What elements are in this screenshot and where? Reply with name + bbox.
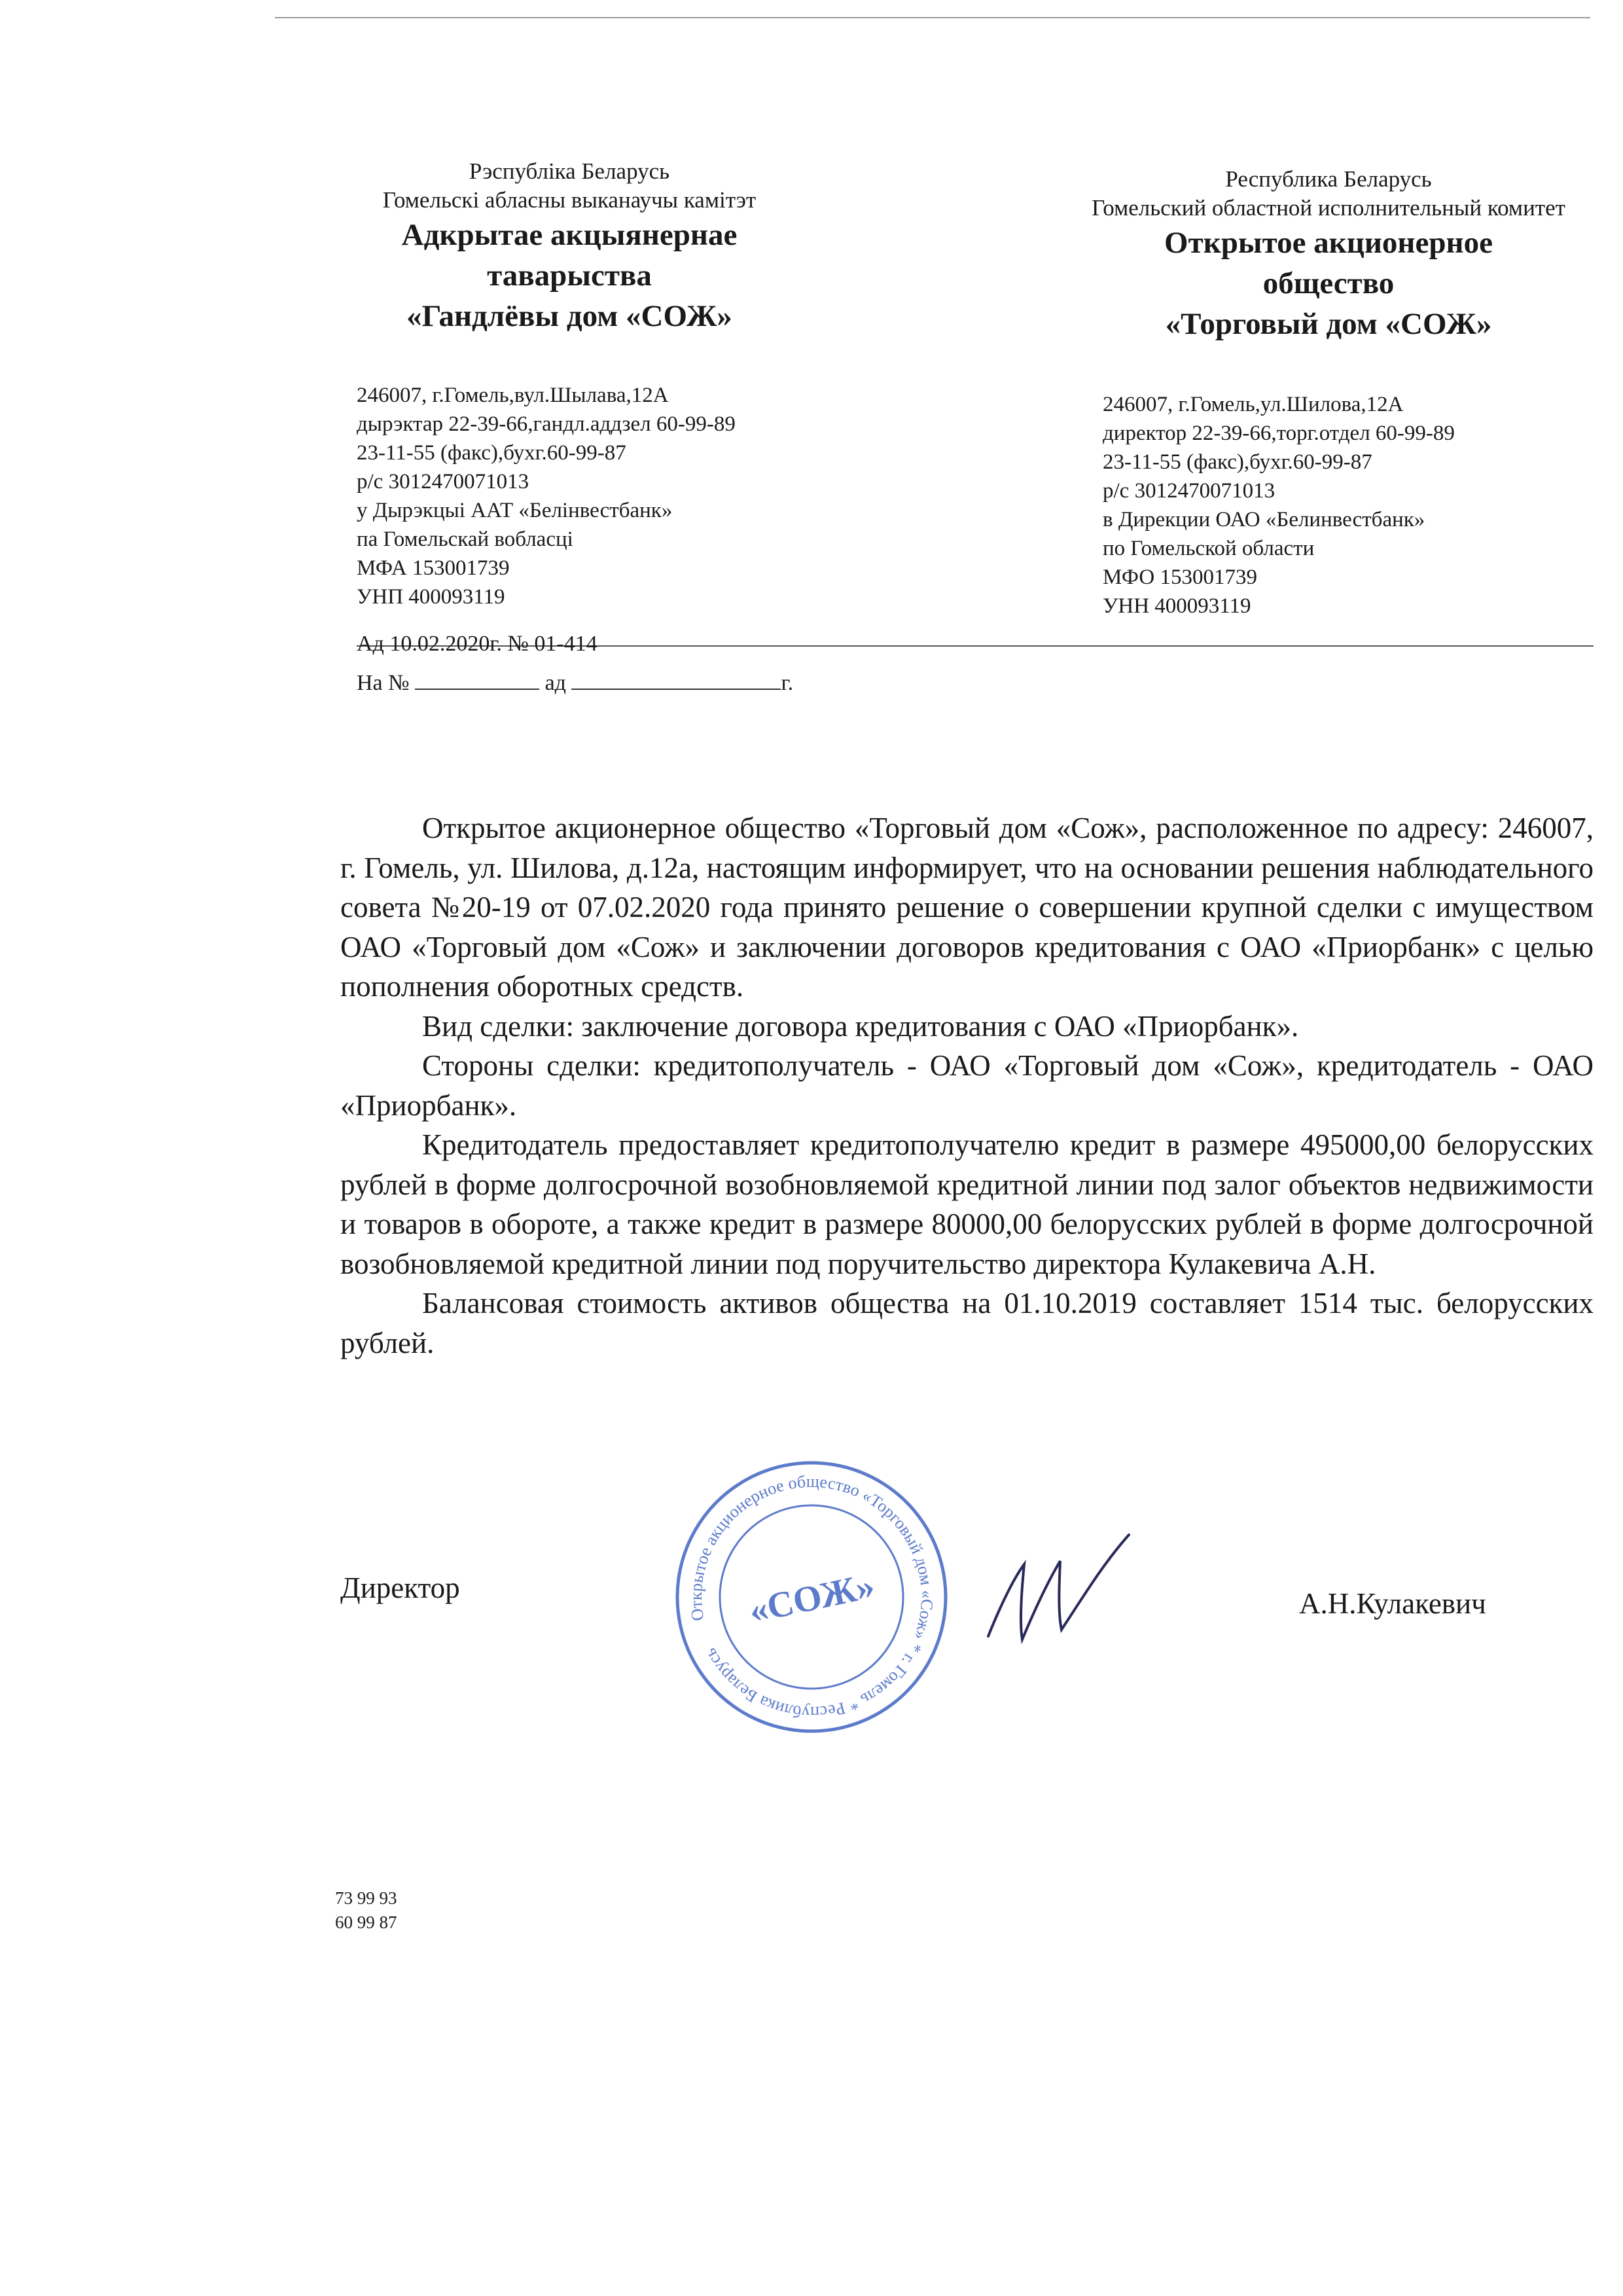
incoming-date-blank <box>571 669 781 690</box>
org-name-by-2: таварыства <box>487 259 652 293</box>
contact-line: 23-11-55 (факс),бухг.60-99-87 <box>357 441 626 465</box>
committee-by: Гомельскі абласны выканаучы камітэт <box>382 187 757 213</box>
contact-line: дырэктар 22-39-66,гандл.аддзел 60-99-89 <box>357 412 736 436</box>
handwritten-signature <box>975 1525 1145 1672</box>
contact-line: по Гомельской области <box>1103 537 1315 560</box>
org-name-ru-3: «Торговый дом «СОЖ» <box>1165 307 1492 341</box>
org-name-by-1: Адкрытае акцыянернае <box>401 218 738 252</box>
header-russian <box>1034 165 1623 344</box>
footer-number-1: 73 99 93 <box>335 1888 397 1908</box>
contact-line: в Дирекции ОАО «Белинвестбанк» <box>1103 508 1425 531</box>
org-name-ru-1: Открытое акционерное <box>1164 226 1493 260</box>
letter-body <box>340 808 1594 1363</box>
contact-line: МФО 153001739 <box>1103 565 1257 589</box>
contact-line: директор 22-39-66,торг.отдел 60-99-89 <box>1103 422 1455 445</box>
contact-line: р/с 3012470071013 <box>1103 479 1275 503</box>
incoming-number-blank <box>415 669 539 690</box>
body-paragraph: Балансовая стоимость активов общества на 01.10.2019 составляет 1514 тыс. белорусских рублей. <box>340 1287 1594 1359</box>
country-ru: Республика Беларусь <box>1225 166 1432 192</box>
incoming-suffix: г. <box>781 671 794 695</box>
outgoing-reference: Ад 10.02.2020г. № 01-414 <box>357 632 597 656</box>
body-paragraph: Открытое акционерное общество «Торговый дом «Сож», расположенное по адресу: 246007, г. Гомель, ул. Шилова, д.12а, настоящим информирует, что на основании решения наблюдательного совета №20-19 от 07.02.2020 года принято решение о совершении крупной сделки с имуществом ОАО «Торговый дом «Сож» и заключении договоров кредитования с ОАО «Приорбанк» с целью пополнения оборотных средств. <box>340 812 1594 1003</box>
incoming-prefix: На № <box>357 671 410 695</box>
body-paragraph: Вид сделки: заключение договора кредитования с ОАО «Приорбанк». <box>422 1009 1299 1043</box>
incoming-reference <box>357 669 793 696</box>
contact-line: па Гомельскай вобласці <box>357 528 573 551</box>
contact-line: р/с 3012470071013 <box>357 470 529 493</box>
contacts-belarusian <box>357 381 736 611</box>
signatory-title: Директор <box>340 1571 460 1604</box>
footer-number-2: 60 99 87 <box>335 1912 397 1932</box>
header-belarusian <box>308 157 831 336</box>
body-paragraph: Кредитодатель предоставляет кредитополучателю кредит в размере 495000,00 белорусских рублей в форме долгосрочной возобновляемой кредитной линии под залог объектов недвижимости и товаров в обороте, а также кредит в размере 80000,00 белорусских рублей в форме долгосрочной возобновляемой кредитной линии под поручительство директора Кулакевича А.Н. <box>340 1128 1594 1280</box>
stamp-ring-text: Открытое акционерное общество «Торговый дом «Сож» * г. Гомель * Республика Беларусь <box>686 1471 937 1723</box>
contact-line: у Дырэкцыі ААТ «Белінвестбанк» <box>357 499 673 522</box>
contact-line: МФА 153001739 <box>357 556 510 580</box>
contact-line: 246007, г.Гомель,ул.Шилова,12А <box>1103 393 1404 416</box>
contacts-russian <box>1103 390 1455 620</box>
org-name-by-3: «Гандлёвы дом «СОЖ» <box>406 299 732 333</box>
org-name-ru-2: общество <box>1262 266 1395 300</box>
contact-line: УНП 400093119 <box>357 585 505 609</box>
incoming-mid: ад <box>544 671 566 695</box>
contact-line: УНН 400093119 <box>1103 594 1251 618</box>
body-paragraph: Стороны сделки: кредитополучатель - ОАО «Торговый дом «Сож», кредитодатель - ОАО «Приорбанк». <box>340 1049 1594 1122</box>
contact-line: 23-11-55 (факс),бухг.60-99-87 <box>1103 450 1372 474</box>
committee-ru: Гомельский областной исполнительный комитет <box>1092 195 1565 221</box>
contact-line: 246007, г.Гомель,вул.Шылава,12А <box>357 384 669 407</box>
signatory-name: А.Н.Кулакевич <box>1299 1587 1486 1620</box>
top-scan-line <box>275 17 1590 18</box>
stamp-center-text: «СОЖ» <box>745 1565 878 1632</box>
country-by: Рэспубліка Беларусь <box>469 158 670 184</box>
company-stamp <box>668 1453 955 1744</box>
